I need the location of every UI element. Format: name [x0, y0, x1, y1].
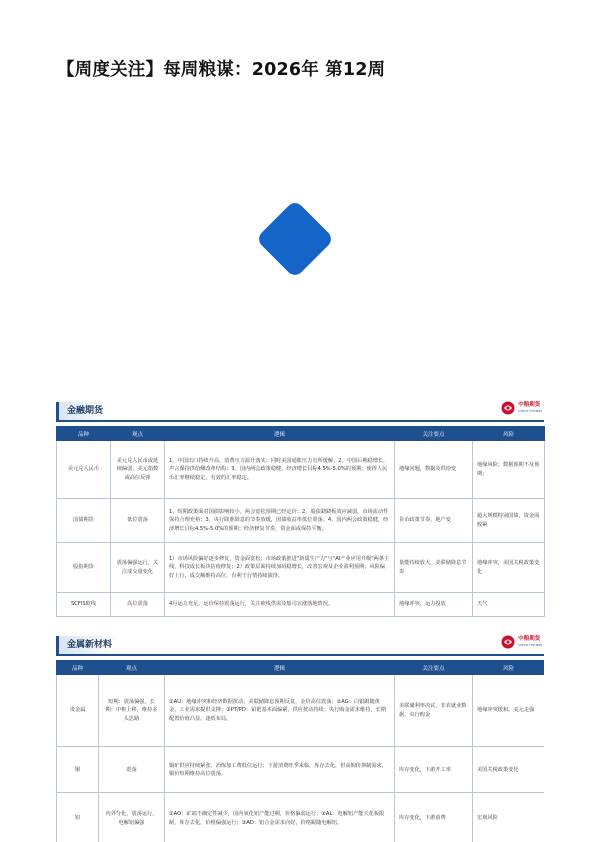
logic-cell: ①AO：矿端不确定性减少，国内氧化铝产能过剩，价格偏弱运行；②AL：电解铝产能天花板限制，库存去化，价格偏强运行；③AD：铝合金需求向好，价格跟随电解铝。 — [165, 793, 395, 842]
focus-cell: 地缘问题，数据及供给变 — [395, 441, 473, 499]
logo-cn-text: 中粮期货 — [518, 402, 541, 409]
focus-cell: 货币政策节奏，地产变 — [395, 499, 473, 543]
metals-section — [56, 634, 544, 842]
risk-cell: 超大规模特别国债，资金面收紧 — [473, 499, 545, 543]
risk-cell: 天气 — [473, 593, 545, 617]
column-header: 观点 — [111, 427, 165, 441]
focus-cell: 地缘冲突，运力投放 — [395, 593, 473, 617]
view-cell: 震荡偏强运行，关注成交量变化 — [111, 543, 165, 593]
focus-cell: 库存变化，下游开工率 — [395, 747, 473, 793]
page-title: 【周度关注】每周粮谋：2026年 第12周 — [57, 60, 386, 80]
view-cell: 内外分化，震荡运行，电解铝偏强 — [99, 793, 165, 842]
column-header: 逻辑 — [165, 661, 395, 675]
product-cell: 铝 — [57, 793, 99, 842]
view-cell: 震荡 — [99, 747, 165, 793]
product-cell: 股指期货 — [57, 543, 111, 593]
focus-cell: 量能持续放大，美联储降息节奏 — [395, 543, 473, 593]
table-header-row — [57, 427, 545, 441]
column-header: 品种 — [57, 661, 99, 675]
logo-en-text: COFCO FUTURES — [518, 642, 542, 647]
product-cell: SCFIS欧线 — [57, 593, 111, 617]
risk-cell: 美国关税政策变化 — [473, 747, 545, 793]
logic-cell: 铜矿供应持续紧张，冶炼加工费低位运行；下游消费旺季来临，库存去化，但高铜价抑制需求，铜价短期维持高位震荡。 — [165, 747, 395, 793]
column-header: 逻辑 — [165, 427, 395, 441]
logic-cell: ①AU：地缘冲突和经济数据扰动，美联储降息预期反复，金价高位震荡；②AG：白银跟随黄金，工业需求提供支撑；③PT/PD：铂钯基本面偏紧，供应扰动持续；央行购金需求维持，长期配置价值凸显，逢低布局。 — [165, 675, 395, 747]
risk-cell: 地缘冲突缓和，美元走强 — [473, 675, 545, 747]
table-header-row — [57, 661, 545, 675]
focus-cell: 美联储利率决议，非农就业数据，央行购金 — [395, 675, 473, 747]
column-header: 风险 — [473, 427, 545, 441]
logo-cn-text: 中粮期货 — [518, 636, 541, 643]
section-label: 金属新材料 — [56, 636, 118, 654]
product-cell: 铜 — [57, 747, 99, 793]
view-cell: 短期：震荡偏强，长期：中枢上移，维持多头思路 — [99, 675, 165, 747]
section-header — [56, 634, 544, 656]
table-row — [57, 499, 545, 543]
column-header: 关注要点 — [395, 661, 473, 675]
table-row — [57, 593, 545, 617]
finance-futures-section — [56, 400, 544, 617]
cover-diamond-icon — [252, 196, 338, 282]
column-header: 观点 — [99, 661, 165, 675]
logo-mark-icon — [501, 635, 515, 649]
risk-cell: 地缘冲突，美国关税政策变化 — [473, 543, 545, 593]
product-cell: 美元兑人民币 — [57, 441, 111, 499]
logic-cell: 1、中国出口持续升高，消费压力温升落实；同时美国通胀压力有所缓解；2、中国后期稳增长，声言保持供给侧改革结构；3、国内两会政策稳健，经济增长目标4.5%-5.0%的预期；使得人民币汇率继续稳定，有效的汇率稳定。 — [165, 441, 395, 499]
metals-table — [56, 660, 544, 842]
view-cell: 高位震荡 — [111, 593, 165, 617]
finance-table — [56, 426, 545, 617]
cofco-logo — [501, 401, 542, 415]
product-cell: 贵金属 — [57, 675, 99, 747]
risk-cell: 地缘风险；数据预期不及预期； — [473, 441, 545, 499]
table-row — [57, 441, 545, 499]
column-header: 风险 — [473, 661, 545, 675]
logic-cell: 1）市场风险偏好逐步修复，资金面宽松；市场政策推进"新质生产力"与"AI产业应用升级"两条主线，科技成长板块估值修复；2）政策层面持续加码稳增长，改善宏观及企业盈利预期；风险偏好上行，成交额维持高位，有利于行情持续演绎。 — [165, 543, 395, 593]
table-row — [57, 543, 545, 593]
product-cell: 国债期货 — [57, 499, 111, 543]
view-cell: 美元兑人民币或延续偏弱，美元指数或高位反弹 — [111, 441, 165, 499]
risk-cell: 宏观风险 — [473, 793, 545, 842]
logic-cell: 1、短期政策面对国债影响较小，两会宽松预期已经定价；2、股债跷跷板效应减弱，市场流动性保持合理充裕；3、央行降准降息的节奏放缓，国债收益率低位震荡；4、国内两会政策稳健，经济增长目标4.5%-5.0%的预期；经济修复节奏，资金面或保持平衡。 — [165, 499, 395, 543]
table-row — [57, 793, 545, 842]
logo-en-text: COFCO FUTURES — [518, 408, 542, 413]
view-cell: 低位震荡 — [111, 499, 165, 543]
focus-cell: 库存变化，下游消费 — [395, 793, 473, 842]
section-label: 金融期货 — [56, 402, 109, 420]
section-header — [56, 400, 544, 422]
column-header: 品种 — [57, 427, 111, 441]
cofco-logo — [501, 635, 542, 649]
logic-cell: 4月运力充足，运价保持震荡运行，关注欧线供需及船司宣涨落地情况。 — [165, 593, 395, 617]
column-header: 关注要点 — [395, 427, 473, 441]
table-row — [57, 747, 545, 793]
table-row — [57, 675, 545, 747]
logo-mark-icon — [501, 401, 515, 415]
